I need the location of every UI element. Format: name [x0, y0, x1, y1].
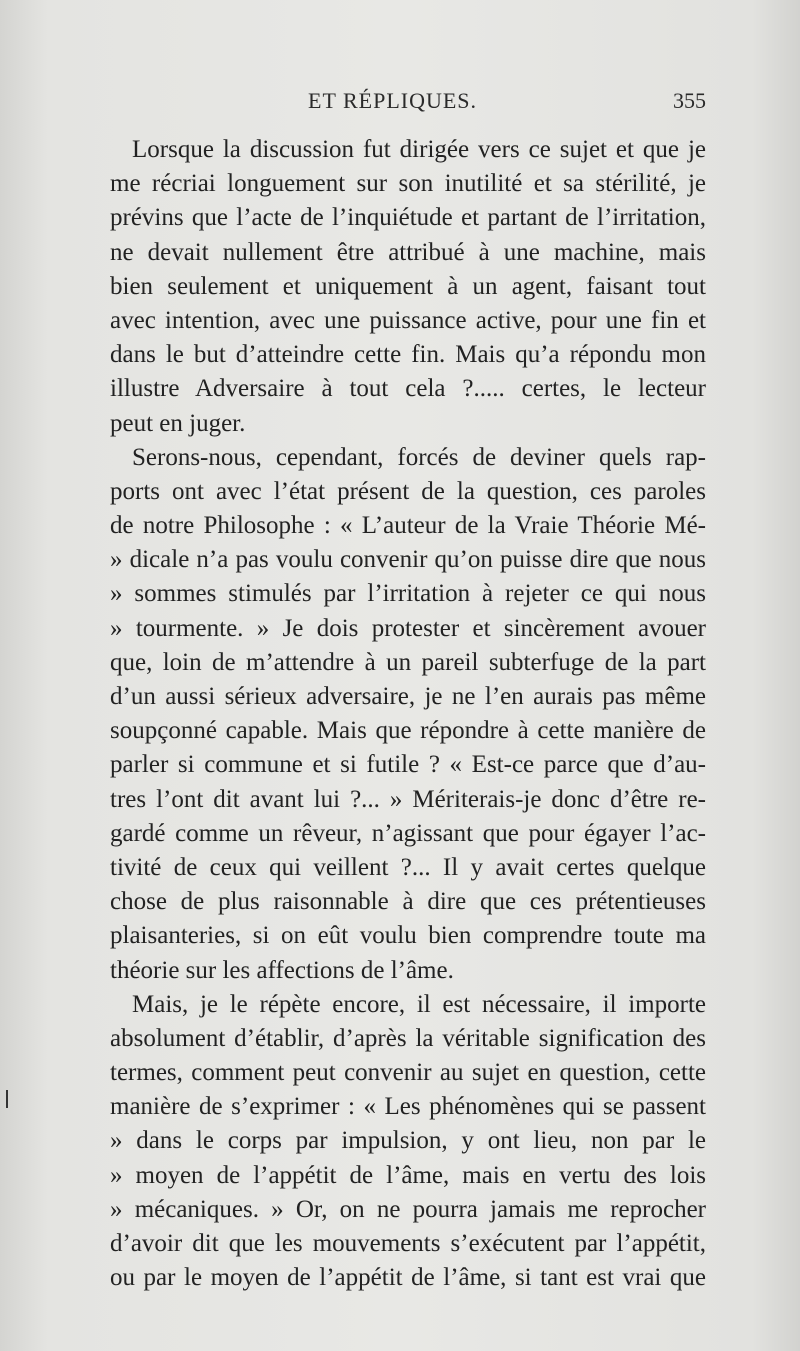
text-line: d’avoir dit que les mouvements s’exécutent par l’appétit,	[110, 1230, 706, 1257]
text-line: ne devait nullement être attribué à une machine, mais	[110, 238, 706, 266]
body-text	[110, 133, 706, 1295]
text-line: » dicale n’a pas voulu convenir qu’on puisse dire que nous	[110, 546, 706, 574]
page-header	[110, 88, 706, 122]
running-head: ET RÉPLIQUES.	[308, 88, 478, 113]
text-line: termes, comment peut convenir au sujet en question, cette	[110, 1059, 706, 1087]
text-line: chose de plus raisonnable à dire que ces prétentieuses	[110, 888, 706, 916]
text-line: » mécaniques. » Or, on ne pourra jamais me reprocher	[110, 1195, 706, 1223]
text-line: illustre Adversaire à tout cela ?..... certes, le lecteur	[110, 375, 706, 403]
text-line: Serons-nous, cependant, forcés de deviner quels rap-	[132, 443, 706, 471]
text-line: me récriai longuement sur son inutilité et sa stérilité, je	[110, 170, 706, 198]
text-line: » moyen de l’appétit de l’âme, mais en vertu des lois	[110, 1161, 706, 1189]
text-line: tres l’ont dit avant lui ?... » Mériterais-je donc d’être re-	[110, 785, 706, 813]
text-line: peut en juger.	[110, 409, 246, 437]
text-line: ports ont avec l’état présent de la question, ces paroles	[110, 477, 706, 505]
text-line: » sommes stimulés par l’irritation à rejeter ce qui nous	[110, 580, 706, 608]
text-line: théorie sur les affections de l’âme.	[110, 956, 454, 984]
text-line: parler si commune et si futile ? « Est-ce parce que d’au-	[110, 751, 706, 779]
text-line: d’un aussi sérieux adversaire, je ne l’en aurais pas même	[110, 683, 706, 710]
text-line: tivité de ceux qui veillent ?... Il y avait certes quelque	[110, 853, 706, 881]
text-line: plaisanteries, si on eût voulu bien comprendre toute ma	[110, 922, 706, 950]
text-line: dans le but d’atteindre cette fin. Mais qu’a répondu mon	[110, 341, 706, 369]
text-line: prévins que l’acte de l’inquiétude et partant de l’irritation,	[110, 204, 706, 232]
text-line: gardé comme un rêveur, n’agissant que pour égayer l’ac-	[110, 819, 706, 847]
text-line: que, loin de m’attendre à un pareil subterfuge de la part	[110, 648, 706, 676]
text-line: avec intention, avec une puissance active, pour une fin et	[110, 306, 706, 334]
text-line: » dans le corps par impulsion, y ont lieu, non par le	[110, 1127, 706, 1155]
text-line: » tourmente. » Je dois protester et sincèrement avouer	[110, 614, 706, 642]
text-line: manière de s’exprimer : « Les phénomènes qui se passent	[110, 1093, 706, 1121]
binding-mark	[6, 1090, 8, 1108]
text-line: absolument d’établir, d’après la véritable signification des	[110, 1024, 706, 1052]
text-line: bien seulement et uniquement à un agent, faisant tout	[110, 272, 706, 300]
text-line: ou par le moyen de l’appétit de l’âme, si tant est vrai que	[110, 1264, 706, 1292]
text-line: soupçonné capable. Mais que répondre à cette manière de	[110, 717, 706, 745]
page-number: 355	[673, 88, 706, 113]
text-line: de notre Philosophe : « L’auteur de la Vraie Théorie Mé-	[110, 512, 706, 540]
text-line: Mais, je le répète encore, il est nécessaire, il importe	[132, 990, 706, 1018]
text-line: Lorsque la discussion fut dirigée vers ce sujet et que je	[132, 136, 706, 163]
